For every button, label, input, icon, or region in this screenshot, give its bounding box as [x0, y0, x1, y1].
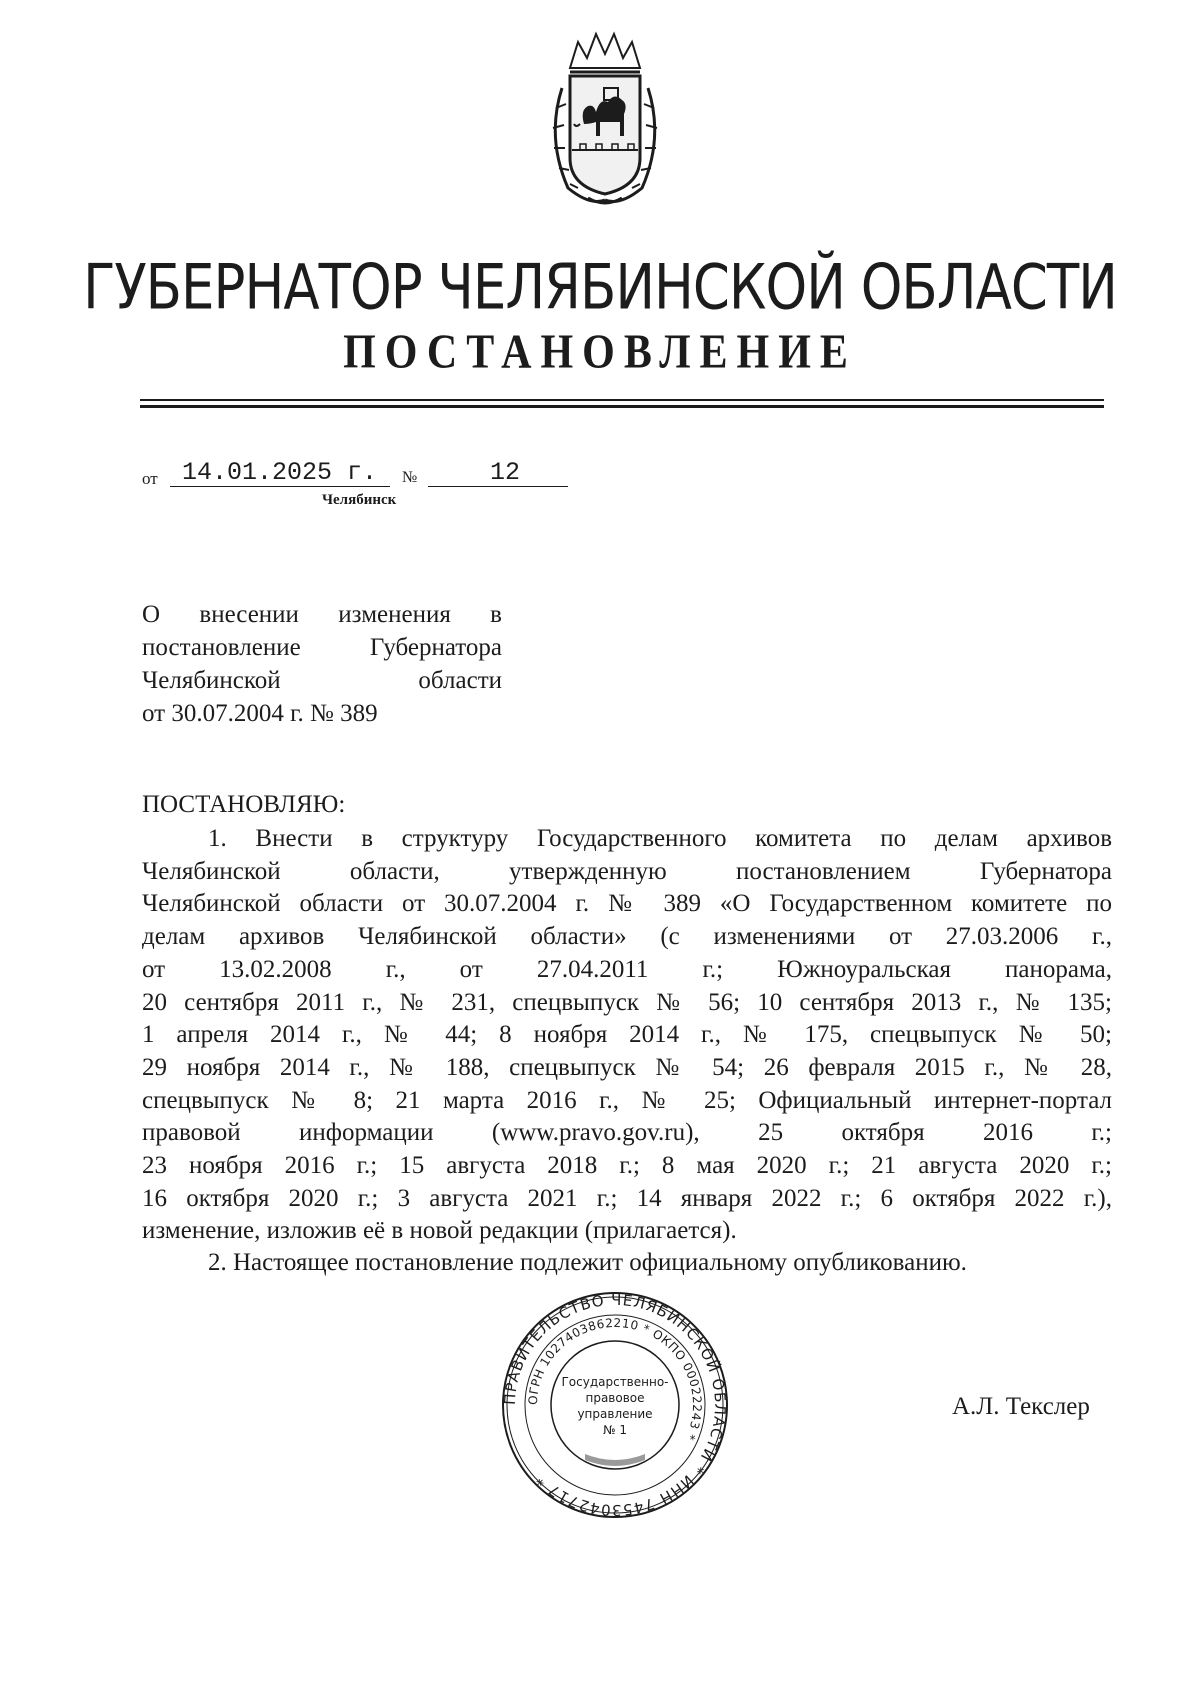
document-type-title: ПОСТАНОВЛЕНИЕ [343, 326, 857, 380]
paragraph-line: правовой информации (www.pravo.gov.ru), 25 октября 2016 г.; [142, 1119, 1112, 1147]
paragraph-line: 29 ноября 2014 г., № 188, спецвыпуск № 54; 26 февраля 2015 г., № 28, [142, 1053, 1112, 1081]
number-label: № [402, 469, 418, 486]
paragraph-line: делам архивов Челябинской области» (с изменениями от 27.03.2006 г., [142, 923, 1112, 951]
document-subject [142, 598, 502, 730]
signatory-name: А.Л. Текслер [952, 1393, 1090, 1420]
decree-word: ПОСТАНОВЛЯЮ: [142, 791, 346, 818]
paragraph-line: Челябинской области от 30.07.2004 г. № 389 «О Государственном комитете по [142, 890, 1112, 918]
paragraph-line: спецвыпуск № 8; 21 марта 2016 г., № 25; Официальный интернет-портал [142, 1086, 1112, 1114]
subject-line: постановление Губернатора [142, 634, 502, 661]
paragraph-line: от 13.02.2008 г., от 27.04.2011 г.; Южноуральская панорама, [142, 955, 1112, 983]
subject-line: Челябинской области [142, 667, 502, 694]
seal-center-line: Государственно- [561, 1375, 669, 1389]
document-number: 12 [490, 458, 521, 487]
paragraph-1 [142, 823, 1112, 1248]
date-from-label: от [142, 469, 158, 488]
paragraph-2: 2. Настоящее постановление подлежит официальному опубликованию. [208, 1249, 967, 1276]
seal-outer-text: ПРАВИТЕЛЬСТВО ЧЕЛЯБИНСКОЙ ОБЛАСТИ * ИНН 7453042717 * [500, 1290, 730, 1520]
seal-center-line: управление [577, 1407, 653, 1421]
document-date: 14.01.2025 г. [182, 458, 378, 487]
paragraph-line: 1 апреля 2014 г., № 44; 8 ноября 2014 г., № 175, спецвыпуск № 50; [142, 1021, 1112, 1049]
subject-line: О внесении изменения в [142, 601, 502, 628]
subject-line: от 30.07.2004 г. № 389 [142, 700, 378, 727]
coat-of-arms-emblem [540, 28, 670, 213]
paragraph-line: 23 ноября 2016 г.; 15 августа 2018 г.; 8 мая 2020 г.; 21 августа 2020 г.; [142, 1152, 1112, 1180]
paragraph-line: 1. Внести в структуру Государственного комитета по делам архивов [208, 825, 1112, 852]
official-seal-stamp [500, 1290, 730, 1520]
issue-city: Челябинск [322, 492, 397, 508]
issuing-authority-title: ГУБЕРНАТОР ЧЕЛЯБИНСКОЙ ОБЛАСТИ [83, 252, 1117, 324]
seal-center-line: № 1 [603, 1423, 627, 1437]
paragraph-line: 20 сентября 2011 г., № 231, спецвыпуск № 56; 10 сентября 2013 г., № 135; [142, 988, 1112, 1016]
header-divider-thick [140, 405, 1104, 408]
seal-inner-ring-text: ОГРН 1027403862210 * ОКПО 00022243 * [525, 1315, 705, 1443]
header-divider-thin [140, 399, 1104, 401]
paragraph-line: изменение, изложив её в новой редакции (прилагается). [142, 1217, 737, 1245]
paragraph-line: Челябинской области, утвержденную постановлением Губернатора [142, 857, 1112, 885]
paragraph-line: 16 октября 2020 г.; 3 августа 2021 г.; 14 января 2022 г.; 6 октября 2022 г.), [142, 1184, 1112, 1212]
seal-center-line: правовое [585, 1391, 645, 1405]
